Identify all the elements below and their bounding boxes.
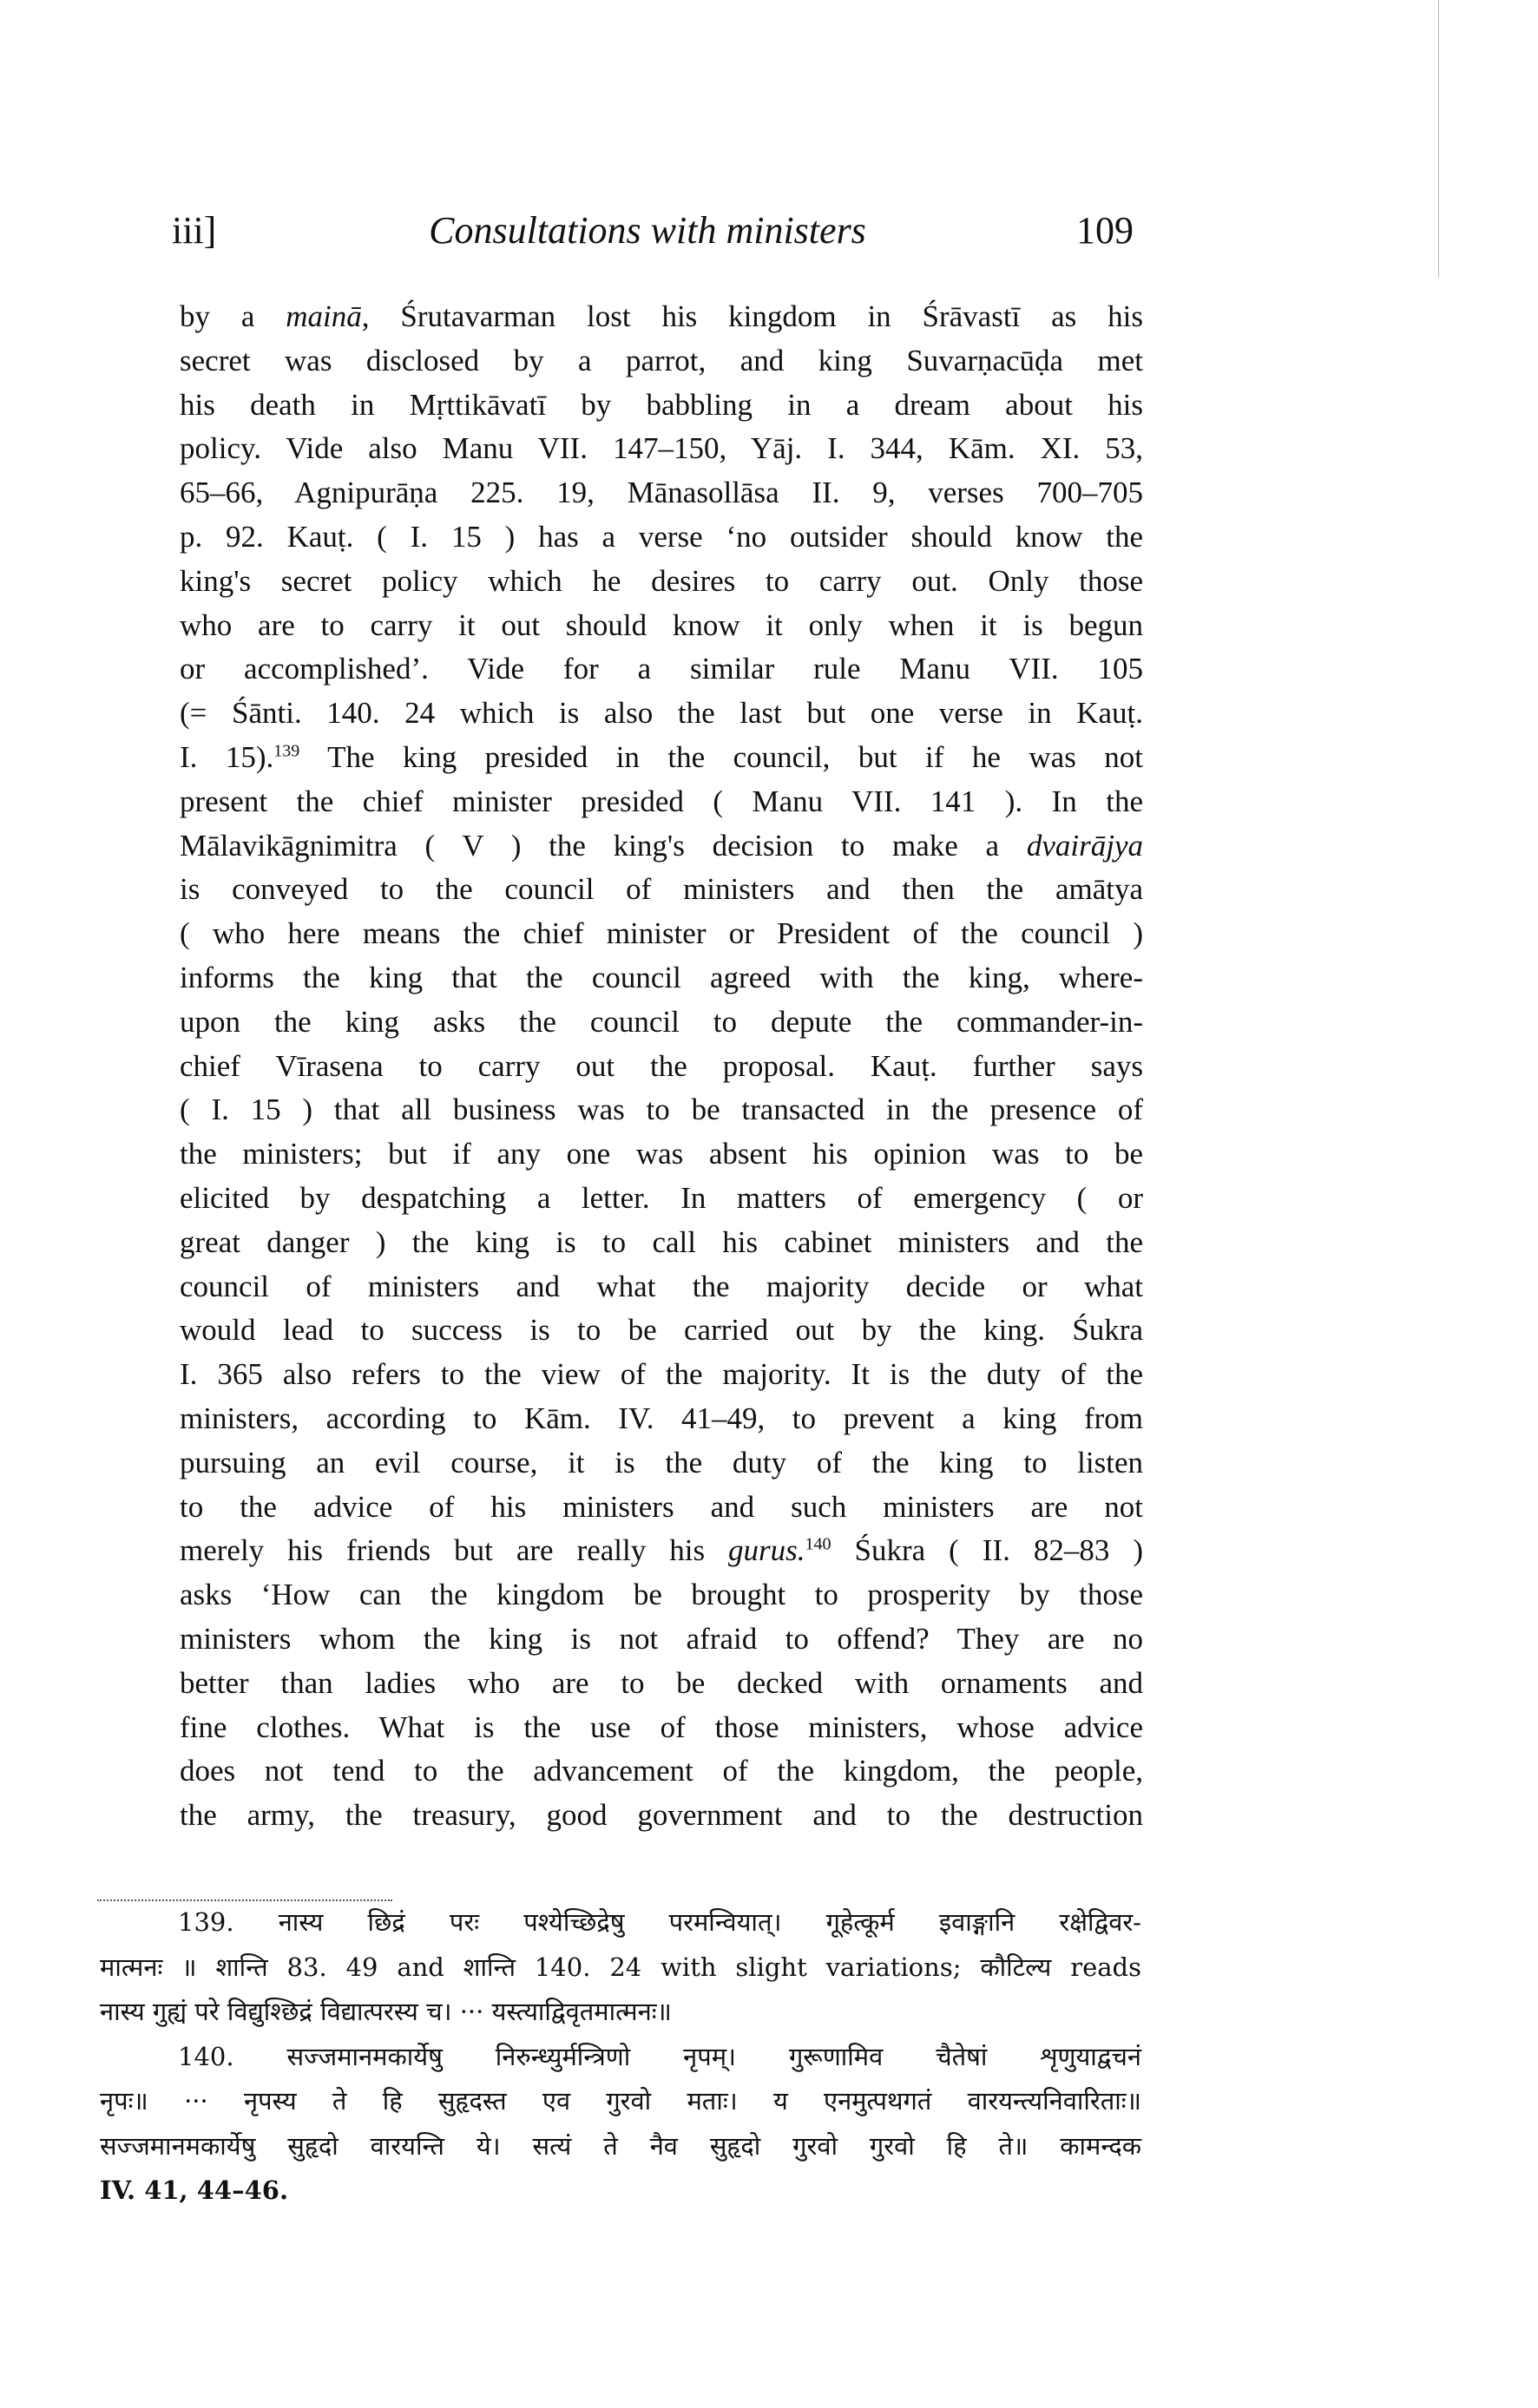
text-line [180,427,1143,471]
text-line [180,647,1143,692]
italic-term: dvairājya [1026,828,1143,863]
text-line [180,868,1143,912]
section-number: iii] [172,209,217,252]
text-span: asks ‘How can the kingdom be brought to prosperity by those [180,1578,1143,1612]
text-span: great danger ) the king is to call his cabinet ministers and the [180,1224,1143,1259]
text-span: would lead to success is to be carried out by the king. Śukra [180,1313,1143,1348]
text-span: policy. Vide also Manu VII. 147–150, Yāj. I. 344, Kām. XI. 53, [180,431,1143,466]
text-line [180,471,1143,515]
text-span: ( who here means the chief minister or President of the council ) [180,916,1143,951]
text-line [180,1177,1143,1221]
text-line [180,1486,1143,1530]
text-span: his death in Mṛttikāvatī by babbling in a dream about his [180,387,1143,422]
text-span: I. 15). [180,739,274,774]
text-line [180,692,1143,736]
text-span: by a [180,299,286,333]
text-span: the army, the treasury, good government and to the destruction [180,1798,1143,1833]
text-line [180,1221,1143,1265]
text-span: The king presided in the council, but if he was not [299,739,1143,774]
text-span: or accomplished’. Vide for a similar rule Manu VII. 105 [180,652,1143,686]
text-line [180,736,1143,780]
text-line [180,1353,1143,1397]
text-span: the ministers; but if any one was absent his opinion was to be [180,1137,1143,1171]
footnote-line: 140. सज्जमानमकार्येषु निरुन्ध्युर्मन्त्रिणो नृपम्। गुरूणामिव चैतेषां शृणुयाद्वचनं [178,2041,1141,2071]
text-span: Śukra ( II. 82–83 ) [831,1533,1143,1568]
text-span: Mālavikāgnimitra ( V ) the king's decision to make a [180,828,1027,863]
text-line [180,1573,1143,1617]
text-span: , Śrutavarman lost his kingdom in Śrāvastī as his [361,299,1143,333]
text-line [180,1706,1143,1750]
text-line [180,1529,1143,1573]
text-line [180,1397,1143,1441]
text-span: informs the king that the council agreed with the king, where- [180,960,1143,994]
body-text [180,295,1143,1838]
footnote-ref: 139 [273,741,300,761]
text-span: elicited by despatching a letter. In matters of emergency ( or [180,1180,1143,1215]
text-span: chief Vīrasena to carry out the proposal. Kauṭ. further says [180,1048,1143,1083]
text-span: does not tend to the advancement of the kingdom, the people, [180,1754,1143,1788]
text-line [180,384,1143,428]
footnotes [100,1900,1141,2214]
footnote-line: सज्जमानमकार्येषु सुहृदो वारयन्ति ये। सत्यं ते नैव सुहृदो गुरवो गुरवो हि ते॥ कामन्दक [100,2130,1141,2161]
text-span: pursuing an evil course, it is the duty of the king to listen [180,1445,1143,1480]
running-title: Consultations with ministers [429,209,866,252]
text-line [180,780,1143,824]
italic-term: mainā [286,299,362,333]
text-span: is conveyed to the council of ministers and then the amātya [180,872,1143,907]
text-span: merely his friends but are really his [180,1533,729,1568]
text-line [180,1794,1143,1838]
text-span: to the advice of his ministers and such ministers are not [180,1489,1143,1524]
text-span: (= Śānti. 140. 24 which is also the last but one verse in Kauṭ. [180,696,1143,731]
text-span: 65–66, Agnipurāṇa 225. 19, Mānasollāsa II. 9, verses 700–705 [180,476,1143,510]
text-line [180,1441,1143,1486]
footnote-line: 139. नास्य छिद्रं परः पश्येच्छिद्रेषु परमन्वियात्। गूहेत्कूर्म इवाङ्गानि रक्षेद्विवर- [178,1907,1141,1937]
text-line [180,295,1143,339]
text-line [180,560,1143,604]
text-line [180,1662,1143,1706]
text-line [180,956,1143,1001]
footnote-line: IV. 41, 44–46. [100,2175,289,2205]
text-span: ministers, according to Kām. IV. 41–49, to prevent a king from [180,1401,1143,1435]
text-line [180,1001,1143,1045]
text-span: king's secret policy which he desires to carry out. Only those [180,563,1143,598]
text-line [180,912,1143,956]
text-line [180,339,1143,384]
text-span: I. 365 also refers to the view of the majority. It is the duty of the [180,1357,1143,1392]
text-line [180,1088,1143,1132]
text-line [180,1309,1143,1353]
text-span: upon the king asks the council to depute the commander-in- [180,1004,1143,1039]
footnote-line: मात्मनः ॥ शान्ति 83. 49 and शान्ति 140. 24 with slight variations; कौटिल्य reads [100,1952,1141,1982]
italic-term: gurus. [728,1533,805,1568]
text-span: present the chief minister presided ( Manu VII. 141 ). In the [180,784,1143,818]
text-line [180,1265,1143,1309]
footnote-ref: 140 [805,1534,831,1554]
text-span: p. 92. Kauṭ. ( I. 15 ) has a verse ‘no outsider should know the [180,519,1143,554]
text-line [180,1132,1143,1177]
text-line [180,824,1143,869]
text-line [180,604,1143,648]
text-line [180,1749,1143,1794]
footnote-line: नास्य गुह्यं परे विद्युश्छिद्रं विद्यात्परस्य च। ··· यस्त्याद्विवृतमात्मनः॥ [100,1997,672,2026]
page-number: 109 [1076,209,1134,252]
footnote-line: नृपः॥ ··· नृपस्य ते हि सुहृदस्त एव गुरवो मताः। य एनमुत्पथगतं वारयन्त्यनिवारिताः॥ [100,2086,1141,2116]
page-edge-line [1438,0,1439,278]
text-span: ministers whom the king is not afraid to offend? They are no [180,1621,1143,1656]
text-span: secret was disclosed by a parrot, and king Suvarṇacūḍa met [180,343,1143,377]
text-span: ( I. 15 ) that all business was to be transacted in the presence of [180,1092,1143,1127]
text-span: council of ministers and what the majority decide or what [180,1269,1143,1303]
text-span: who are to carry it out should know it only when it is begun [180,607,1143,642]
text-span: better than ladies who are to be decked with ornaments and [180,1665,1143,1700]
text-line [180,515,1143,560]
text-line [180,1617,1143,1662]
text-line [180,1045,1143,1089]
text-span: fine clothes. What is the use of those ministers, whose advice [180,1709,1143,1744]
